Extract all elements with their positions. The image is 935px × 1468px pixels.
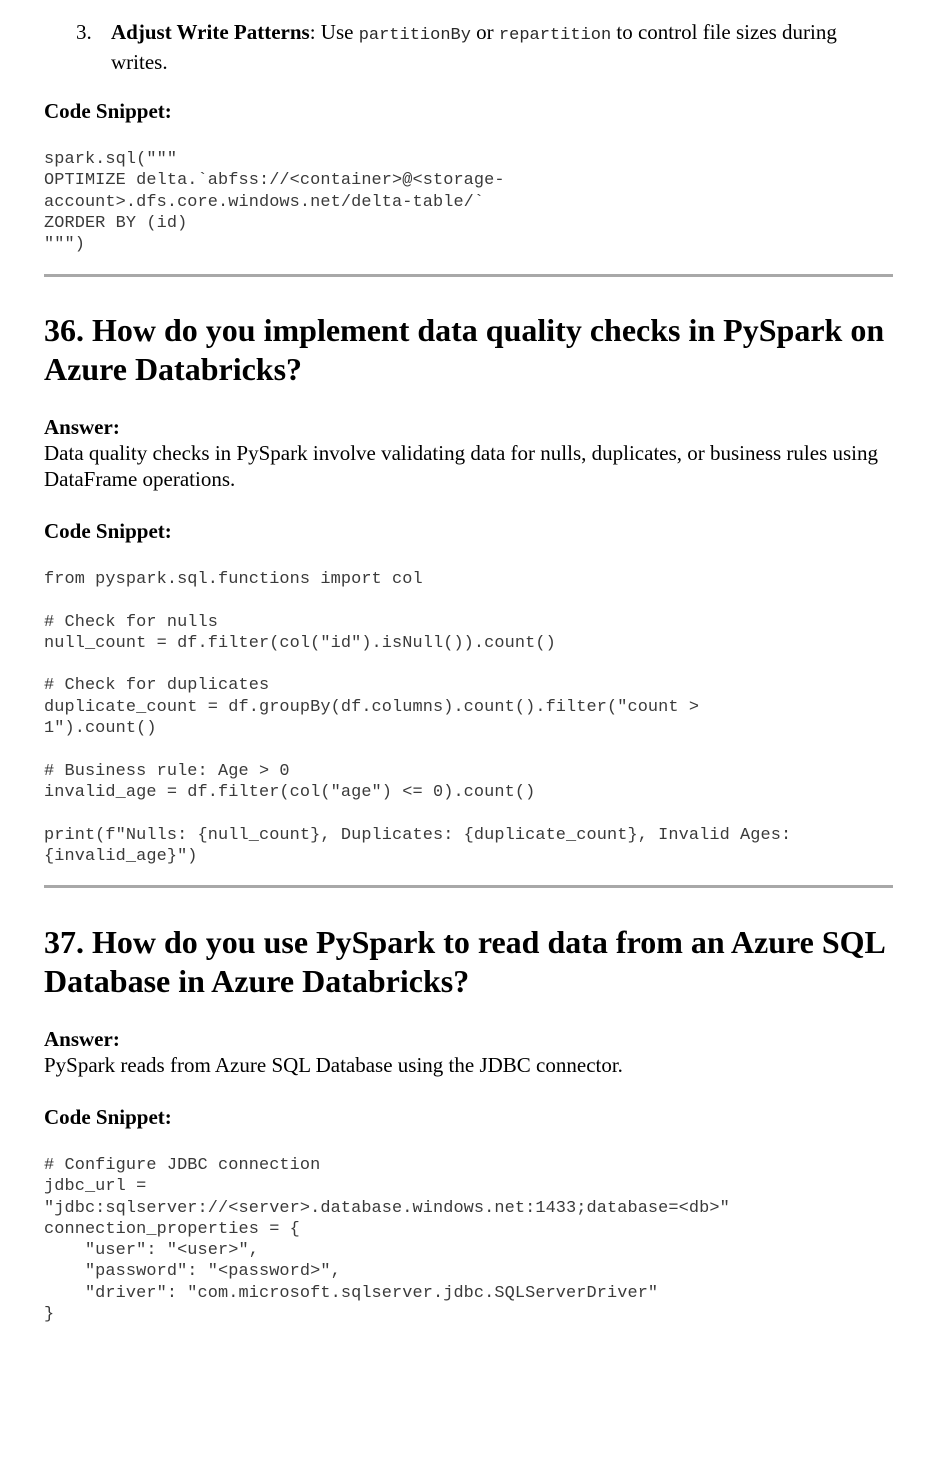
- list-item-body: [111, 19, 886, 75]
- code-snippet-label: Code Snippet:: [44, 519, 172, 543]
- code-block-optimize: spark.sql(""" OPTIMIZE delta.`abfss://<container>@<storage- account>.dfs.core.windows.net/delta-table/` ZORDER BY (id) """): [44, 150, 505, 255]
- section-divider: [44, 885, 893, 888]
- question-37-heading: 37. How do you use PySpark to read data from an Azure SQL Database in Azure Databricks?: [44, 924, 885, 999]
- list-item-adjust-write-patterns: [76, 19, 886, 75]
- section-divider: [44, 274, 893, 277]
- code-block-jdbc: # Configure JDBC connection jdbc_url = "jdbc:sqlserver://<server>.database.windows.net:1433;database=<db>" connection_properties = { "user": "<user>", "password": "<password>", "driver": "com.microsoft.sqlserver.jdbc.SQLServerDriver" }: [44, 1156, 730, 1325]
- question-36-heading: 36. How do you implement data quality checks in PySpark on Azure Databricks?: [44, 312, 885, 387]
- list-item-number: 3.: [76, 20, 92, 44]
- list-item-text-before: : Use: [309, 20, 359, 44]
- code-snippet-label: Code Snippet:: [44, 1105, 172, 1129]
- code-block-data-quality: from pyspark.sql.functions import col # Check for nulls null_count = df.filter(col("id").isNull()).count() # Check for duplicates duplicate_count = df.groupBy(df.columns).count().filter("count > 1").count() # Business rule: Age > 0 invalid_age = df.filter(col("age") <= 0).count() print(f"Nulls: {null_count}, Duplicates: {duplicate_count}, Invalid Ages: {invalid_age}"): [44, 570, 792, 866]
- code-snippet-label: Code Snippet:: [44, 99, 172, 123]
- answer-label: Answer:: [44, 415, 120, 439]
- answer-label: Answer:: [44, 1027, 120, 1051]
- list-item-text-after: to control file sizes during writes.: [111, 20, 837, 74]
- list-item-text-middle: or: [470, 20, 499, 44]
- answer-text: PySpark reads from Azure SQL Database using the JDBC connector.: [44, 1053, 623, 1077]
- list-item-title: Adjust Write Patterns: [111, 20, 310, 44]
- inline-code-repartition: repartition: [498, 26, 612, 45]
- inline-code-partitionby: partitionBy: [358, 26, 471, 45]
- answer-text: Data quality checks in PySpark involve validating data for nulls, duplicates, or business rules using DataFrame operations.: [44, 441, 879, 491]
